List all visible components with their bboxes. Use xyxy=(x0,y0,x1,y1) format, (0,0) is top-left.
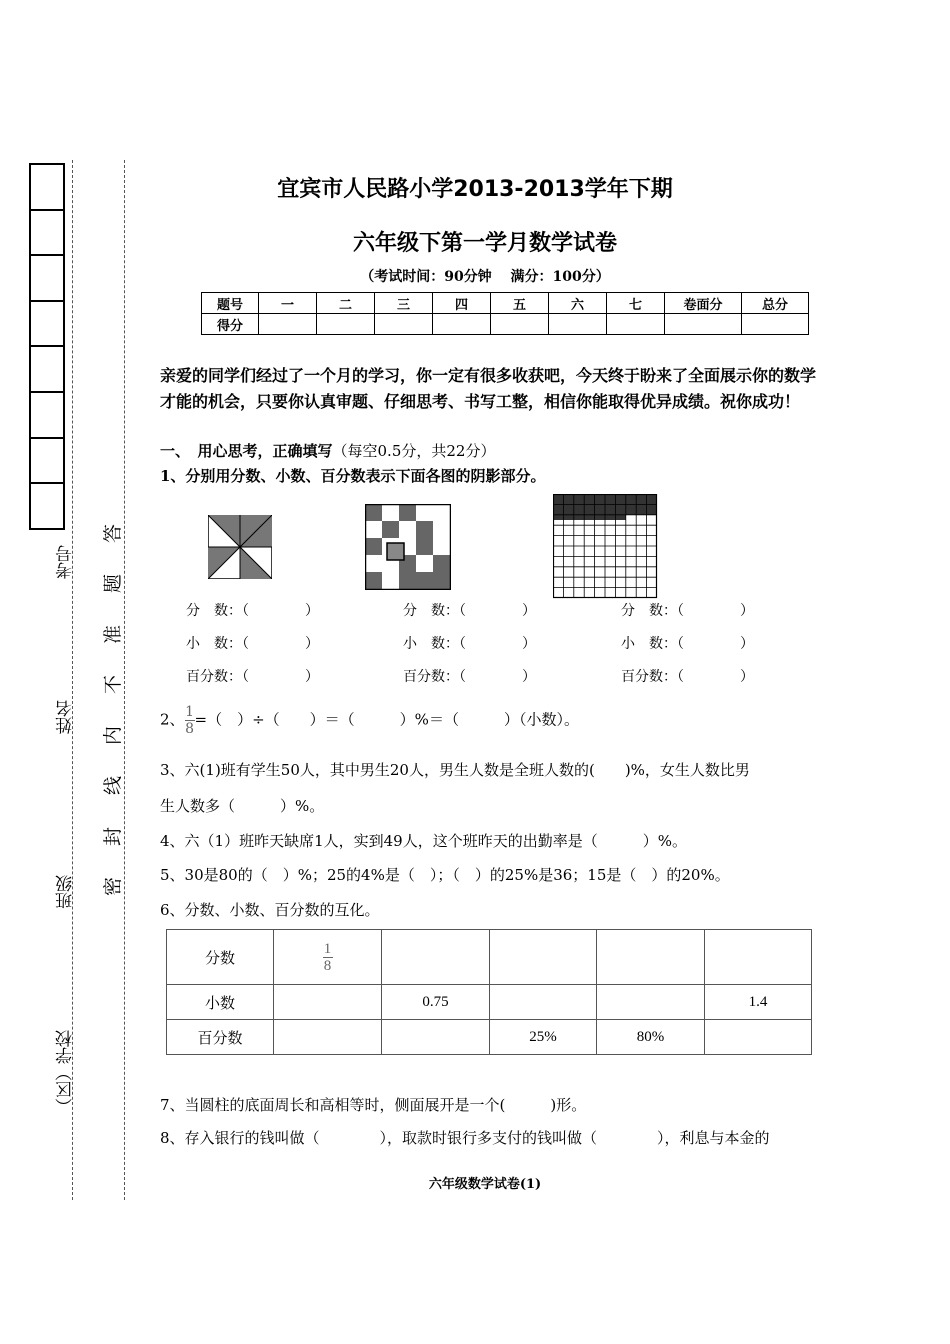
q2-text: =（ ）÷（ ）＝（ ）%＝（ ）（小数）。 xyxy=(194,710,579,729)
score-header: 二 xyxy=(317,293,375,314)
score-header: 六 xyxy=(549,293,607,314)
school-label: （区）学校 xyxy=(56,1030,76,1115)
question-5: 5、30是80的（ ）%；25的4%是（ ）；（ ）的25%是36；15是（ ）的20%。 xyxy=(160,866,730,884)
question-1: 1、分别用分数、小数、百分数表示下面各图的阴影部分。 xyxy=(160,467,546,485)
score-cell[interactable] xyxy=(607,314,665,335)
seat-number-grid xyxy=(29,163,65,530)
exam-number-label: 考号 xyxy=(56,545,76,579)
score-header: 七 xyxy=(607,293,665,314)
intro-paragraph: 亲爱的同学们经过了一个月的学习，你一定有很多收获吧，今天终于盼来了全面展示你的数学才能的机会，只要你认真审题、仔细思考、书写工整，相信你能取得优异成绩。祝你成功！ xyxy=(160,366,817,411)
conv-cell[interactable] xyxy=(490,930,597,985)
score-header: 五 xyxy=(491,293,549,314)
score-header: 题号 xyxy=(202,293,259,314)
question-6: 6、分数、小数、百分数的互化。 xyxy=(160,901,380,919)
score-row-label: 得分 xyxy=(202,314,259,335)
fig1-decimal-label: 小 数：（ ） xyxy=(186,636,319,652)
score-cell[interactable] xyxy=(549,314,607,335)
score-header: 卷面分 xyxy=(665,293,742,314)
question-3-line2: 生人数多（ ）%。 xyxy=(160,797,325,815)
score-cell[interactable] xyxy=(433,314,491,335)
q2-prefix: 2、 xyxy=(160,710,185,729)
conv-cell[interactable] xyxy=(705,1020,812,1055)
frac-den: 8 xyxy=(323,957,332,974)
seal-warning xyxy=(100,520,124,900)
question-4: 4、六（1）班昨天缺席1人，实到49人，这个班昨天的出勤率是（ ）%。 xyxy=(160,832,687,850)
figure-checker-grid xyxy=(365,504,451,590)
fig2-percent-label: 百分数：（ ） xyxy=(403,669,536,685)
fig3-percent-label: 百分数：（ ） xyxy=(621,669,754,685)
class-label: 班级 xyxy=(56,875,76,909)
conv-cell[interactable]: 25% xyxy=(490,1020,597,1055)
row-label-percent: 百分数 xyxy=(167,1020,274,1055)
score-header: 四 xyxy=(433,293,491,314)
score-cell[interactable] xyxy=(375,314,433,335)
seal-char: 不 xyxy=(102,675,125,695)
fig3-fraction-label: 分 数：（ ） xyxy=(621,603,754,619)
conv-cell[interactable] xyxy=(705,930,812,985)
score-header: 三 xyxy=(375,293,433,314)
frac-num: 1 xyxy=(185,704,194,720)
section-1-heading xyxy=(160,440,495,461)
figure-square-triangles xyxy=(208,515,272,579)
question-2 xyxy=(160,704,579,737)
section-1-note: （每空0.5分，共22分） xyxy=(332,442,496,460)
exam-subtitle: 六年级下第一学月数学试卷 xyxy=(352,231,617,256)
conv-cell[interactable] xyxy=(490,985,597,1020)
question-7: 7、当圆柱的底面周长和高相等时，侧面展开是一个( )形。 xyxy=(160,1096,587,1114)
score-header: 一 xyxy=(259,293,317,314)
row-label-fraction: 分数 xyxy=(167,930,274,985)
seal-char: 答 xyxy=(102,523,125,544)
fig2-decimal-label: 小 数：（ ） xyxy=(403,636,536,652)
seal-char: 密 xyxy=(102,876,125,896)
seal-char: 内 xyxy=(102,725,125,745)
conv-cell[interactable] xyxy=(274,930,382,985)
score-table xyxy=(201,292,809,335)
fraction-one-eighth xyxy=(185,704,195,737)
score-cell[interactable] xyxy=(317,314,375,335)
fig2-fraction-label: 分 数：（ ） xyxy=(403,603,536,619)
score-cell[interactable] xyxy=(665,314,742,335)
name-label: 姓名 xyxy=(56,700,76,734)
score-cell[interactable] xyxy=(491,314,549,335)
score-cell[interactable] xyxy=(742,314,809,335)
fraction-one-eighth xyxy=(323,941,333,974)
conv-cell[interactable] xyxy=(274,1020,382,1055)
score-header: 总分 xyxy=(742,293,809,314)
seal-char: 题 xyxy=(102,574,125,594)
frac-den: 8 xyxy=(185,721,194,737)
page-footer: 六年级数学试卷(1) xyxy=(428,1177,542,1192)
frac-num: 1 xyxy=(323,940,332,957)
fig1-fraction-label: 分 数：（ ） xyxy=(186,603,319,619)
row-label-decimal: 小数 xyxy=(167,985,274,1020)
conv-cell[interactable]: 80% xyxy=(597,1020,705,1055)
exam-info: （考试时间：90分钟 满分：100分） xyxy=(360,269,610,285)
conv-cell[interactable] xyxy=(382,1020,490,1055)
conv-cell[interactable] xyxy=(597,930,705,985)
question-8: 8、存入银行的钱叫做（ ），取款时银行多支付的钱叫做（ ），利息与本金的 xyxy=(160,1129,770,1147)
fig1-percent-label: 百分数：（ ） xyxy=(186,669,319,685)
figure-hundred-grid xyxy=(553,494,658,599)
question-3-line1: 3、六(1)班有学生50人，其中男生20人，男生人数是全班人数的( )%，女生人数比男 xyxy=(160,761,750,779)
score-cell[interactable] xyxy=(259,314,317,335)
section-1-title: 一、 用心思考，正确填写 xyxy=(160,442,333,460)
conv-cell[interactable]: 1.4 xyxy=(705,985,812,1020)
conversion-table xyxy=(166,929,812,1055)
conv-cell[interactable]: 0.75 xyxy=(382,985,490,1020)
seal-char: 线 xyxy=(102,776,125,796)
fig3-decimal-label: 小 数：（ ） xyxy=(621,636,754,652)
seal-char: 封 xyxy=(102,826,125,846)
conv-cell[interactable] xyxy=(597,985,705,1020)
seal-char: 准 xyxy=(102,624,125,644)
exam-title: 宜宾市人民路小学2013-2013学年下期 xyxy=(277,177,673,202)
conv-cell[interactable] xyxy=(382,930,490,985)
conv-cell[interactable] xyxy=(274,985,382,1020)
